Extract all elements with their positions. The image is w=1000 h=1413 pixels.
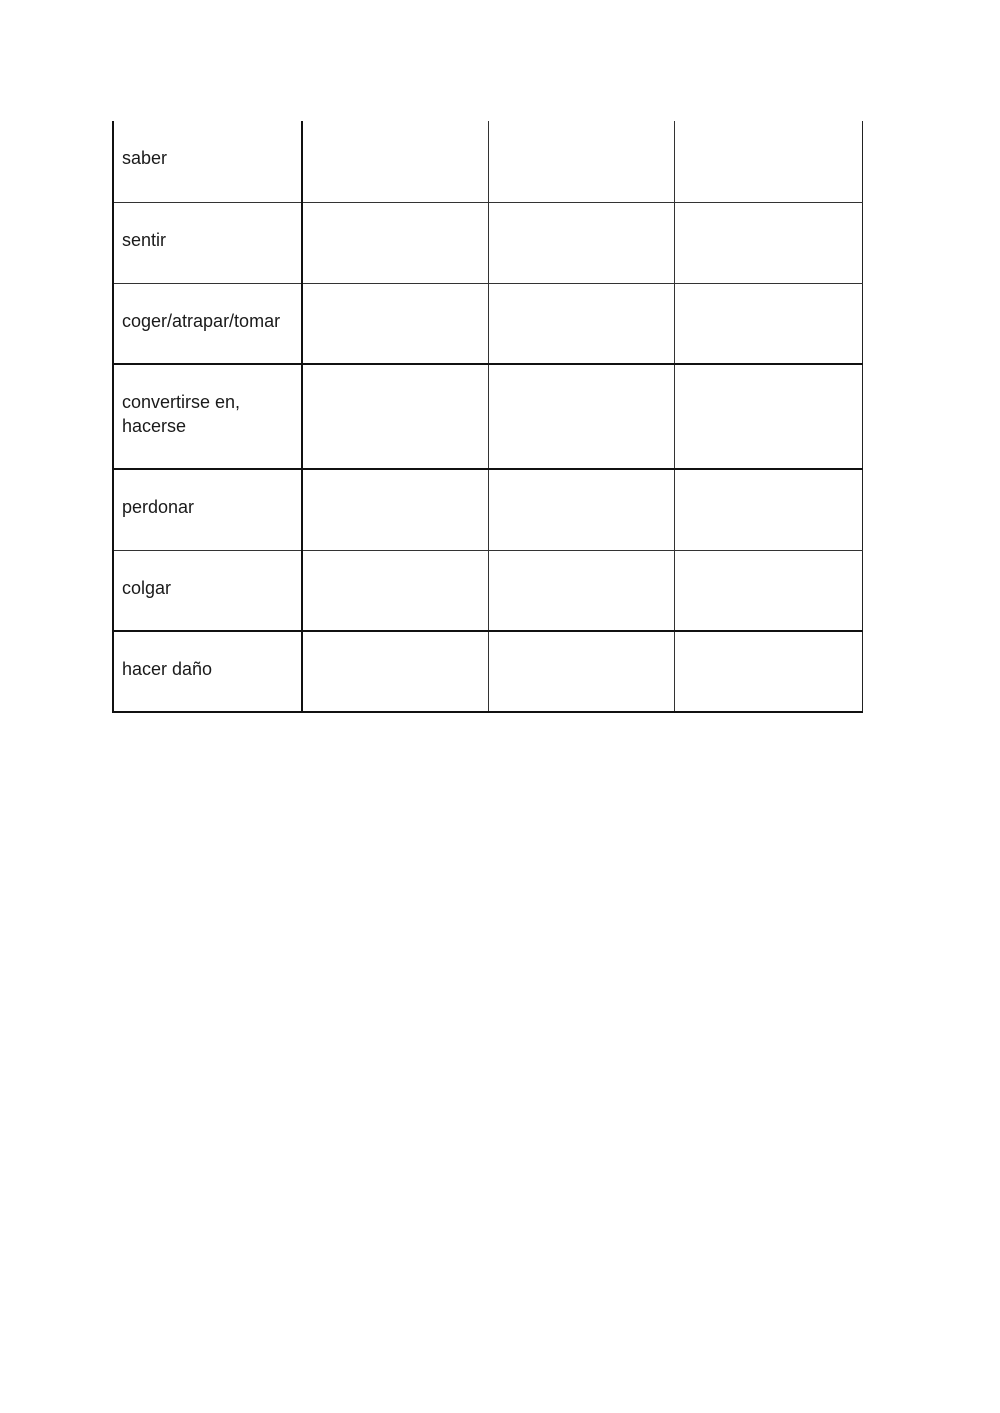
answer-cell[interactable] xyxy=(488,469,674,550)
answer-cell[interactable] xyxy=(674,364,862,469)
answer-cell[interactable] xyxy=(674,550,862,631)
answer-cell[interactable] xyxy=(302,202,488,283)
table-row xyxy=(113,283,862,364)
verb-label: colgar xyxy=(122,577,172,598)
answer-cell[interactable] xyxy=(302,364,488,469)
verb-cell xyxy=(113,631,302,712)
answer-cell[interactable] xyxy=(302,550,488,631)
table-row xyxy=(113,202,862,283)
answer-cell[interactable] xyxy=(488,121,674,202)
verb-cell xyxy=(113,202,302,283)
answer-cell[interactable] xyxy=(302,469,488,550)
verb-cell xyxy=(113,469,302,550)
answer-cell[interactable] xyxy=(488,631,674,712)
verb-label: perdonar xyxy=(122,497,195,517)
verb-label: saber xyxy=(122,148,168,168)
verb-label: hacer daño xyxy=(122,659,213,679)
verb-cell xyxy=(113,121,302,202)
verb-conjugation-table xyxy=(112,121,863,713)
answer-cell[interactable] xyxy=(302,283,488,364)
answer-cell[interactable] xyxy=(488,283,674,364)
answer-cell[interactable] xyxy=(674,631,862,712)
table-row xyxy=(113,550,862,631)
table-row xyxy=(113,121,862,202)
answer-cell[interactable] xyxy=(674,202,862,283)
answer-cell[interactable] xyxy=(488,364,674,469)
verb-label: coger/atrapar/tomar xyxy=(122,310,281,331)
answer-cell[interactable] xyxy=(488,202,674,283)
answer-cell[interactable] xyxy=(674,469,862,550)
verb-cell xyxy=(113,283,302,364)
answer-cell[interactable] xyxy=(674,283,862,364)
verb-label: convertirse en, hacerse xyxy=(122,392,241,436)
answer-cell[interactable] xyxy=(674,121,862,202)
table-row xyxy=(113,364,862,469)
table-row xyxy=(113,469,862,550)
answer-cell[interactable] xyxy=(488,550,674,631)
table-row xyxy=(113,631,862,712)
verb-label: sentir xyxy=(122,229,167,250)
answer-cell[interactable] xyxy=(302,631,488,712)
verb-cell xyxy=(113,550,302,631)
answer-cell[interactable] xyxy=(302,121,488,202)
verb-cell xyxy=(113,364,302,469)
